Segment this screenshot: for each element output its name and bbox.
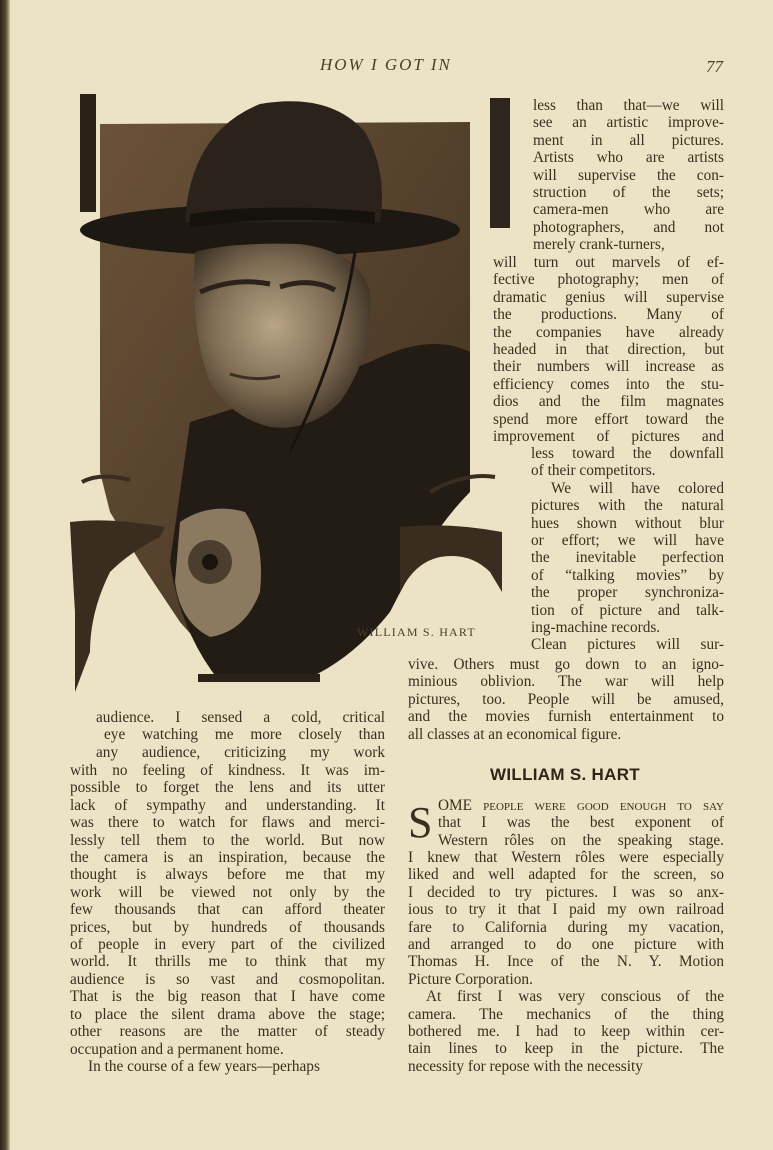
section-lead-line: Western rôles on the speaking stage. — [438, 831, 724, 849]
right-column-narrow-line: pictures with the natural — [531, 497, 724, 515]
right-column-narrow-line: tion of picture and talk- — [531, 601, 724, 619]
left-column-line: with no feeling of kindness. It was im- — [70, 762, 385, 779]
right-column-narrow-line: less toward the downfall — [531, 445, 724, 462]
left-column-line: lessly tell them to the world. But now — [70, 831, 385, 849]
left-column-line: was there to watch for flaws and merci- — [70, 814, 385, 832]
section-lead-text — [438, 797, 724, 849]
left-column-line: In the course of a few years—perhaps — [88, 1057, 320, 1075]
section-body-line: I knew that Western rôles were especially — [408, 849, 724, 866]
left-column-indented-line: audience. I sensed a cold, critical — [96, 709, 385, 726]
right-column-middle-line: will turn out marvels of ef- — [493, 254, 724, 271]
right-column-wide-line: all classes at an economical figure. — [408, 725, 622, 743]
section-body-line: necessity for repose with the necessity — [408, 1057, 643, 1075]
right-column-wide-line: and the movies furnish entertainment to — [408, 708, 724, 726]
section-body-line: Thomas H. Ince of the N. Y. Motion — [408, 953, 724, 971]
right-column-middle-line: their numbers will increase as — [493, 358, 724, 376]
left-column-line: lack of sympathy and understanding. It — [70, 796, 385, 814]
left-column-indented-text — [96, 709, 385, 761]
right-column-middle-line: dios and the film magnates — [493, 393, 724, 411]
right-column-narrow-line: hues shown without blur — [531, 514, 724, 532]
section-heading: WILLIAM S. HART — [490, 765, 640, 784]
right-column-narrow-text — [531, 445, 724, 654]
right-column-narrow-line: of their competitors. — [531, 462, 656, 480]
section-body-line: and arranged to do one picture with — [408, 936, 724, 954]
page-binding-edge — [0, 0, 10, 1150]
right-column-narrow-line: ing-machine records. — [531, 619, 661, 637]
photo-caption: WILLIAM S. HART — [357, 625, 476, 639]
portrait-photo — [70, 92, 510, 692]
left-column-line: audience is so vast and cosmopolitan. — [70, 970, 385, 988]
right-column-top-line: struction of the sets; — [533, 184, 724, 202]
left-column-line: work will be viewed not only by the — [70, 883, 385, 901]
section-body-text — [408, 849, 724, 1075]
left-column-line: to place the silent drama above the stage; — [70, 1005, 385, 1023]
section-body-line: I decided to try pictures. I was so anx- — [408, 883, 724, 901]
left-column-line: world. It thrills me to think that my — [70, 953, 385, 971]
right-column-top-line: photographers, and not — [533, 218, 724, 236]
section-body-line: bothered me. I had to keep within cer- — [408, 1023, 724, 1041]
section-body-line: Picture Corporation. — [408, 970, 533, 988]
right-column-top-line: camera-men who are — [533, 201, 724, 219]
right-column-wide-line: minious oblivion. The war will help — [408, 673, 724, 691]
left-column-line: of people in every part of the civilized — [70, 936, 385, 954]
right-column-wide-line: vive. Others must go down to an igno- — [408, 656, 724, 673]
right-column-narrow-line: or effort; we will have — [531, 532, 724, 550]
right-column-top-line: will supervise the con- — [533, 166, 724, 184]
left-column-text — [70, 762, 385, 1075]
right-column-middle-text — [493, 254, 724, 445]
right-column-middle-line: the productions. Many of — [493, 306, 724, 324]
left-column-line: other reasons are the matter of steady — [70, 1023, 385, 1041]
left-column-line: the camera is an inspiration, because the — [70, 849, 385, 867]
page-number: 77 — [706, 57, 723, 76]
left-column-line: occupation and a permanent home. — [70, 1040, 284, 1058]
right-column-narrow-line: of “talking movies” by — [531, 566, 724, 584]
right-column-wide-text — [408, 656, 724, 743]
right-column-narrow-line: We will have colored — [551, 479, 724, 497]
right-column-middle-line: spend more effort toward the — [493, 410, 724, 428]
right-column-middle-line: headed in that direction, but — [493, 341, 724, 359]
left-column-indented-line: eye watching me more closely than — [104, 726, 385, 744]
left-column-line: possible to forget the lens and its utter — [70, 779, 385, 797]
section-body-line: liked and well adapted for the screen, so — [408, 866, 724, 884]
section-body-line: camera. The mechanics of the thing — [408, 1005, 724, 1023]
right-column-middle-line: efficiency comes into the stu- — [493, 375, 724, 393]
section-lead-line: that I was the best exponent of — [438, 814, 724, 832]
right-column-top-line: ment in all pictures. — [533, 131, 724, 149]
right-column-top-line: Artists who are artists — [533, 149, 724, 167]
running-head: HOW I GOT IN — [320, 55, 452, 74]
left-column-indented-line: any audience, criticizing my work — [96, 743, 385, 761]
right-column-middle-line: improvement of pictures and — [493, 428, 724, 446]
right-column-top-line: less than that—we will — [533, 97, 724, 114]
right-column-middle-line: the companies have already — [493, 323, 724, 341]
left-column-line: prices, but by hundreds of thousands — [70, 918, 385, 936]
right-column-middle-line: fective photography; men of — [493, 271, 724, 289]
right-column-top-line: merely crank-turners, — [533, 236, 665, 254]
drop-cap: S — [408, 798, 433, 847]
section-body-line: At first I was very conscious of the — [426, 988, 724, 1006]
right-column-top-line: see an artistic improve- — [533, 114, 724, 132]
right-column-middle-line: dramatic genius will supervise — [493, 288, 724, 306]
right-column-top-text — [533, 97, 724, 254]
left-column-line: That is the big reason that I have come — [70, 988, 385, 1006]
right-column-narrow-line: the inevitable perfection — [531, 549, 724, 567]
section-lead-line: OME people were good enough to say — [438, 797, 724, 814]
section-body-line: tain lines to keep in the picture. The — [408, 1040, 724, 1058]
left-column-line: few thousands that can afford theater — [70, 901, 385, 919]
left-column-line: thought is always before me that my — [70, 866, 385, 884]
section-body-line: ious to try it that I paid my own railroad — [408, 901, 724, 919]
section-body-line: fare to California during my vacation, — [408, 918, 724, 936]
right-column-narrow-line: the proper synchroniza- — [531, 584, 724, 602]
right-column-narrow-line: Clean pictures will sur- — [531, 636, 724, 654]
right-column-wide-line: pictures, too. People will be amused, — [408, 690, 724, 708]
